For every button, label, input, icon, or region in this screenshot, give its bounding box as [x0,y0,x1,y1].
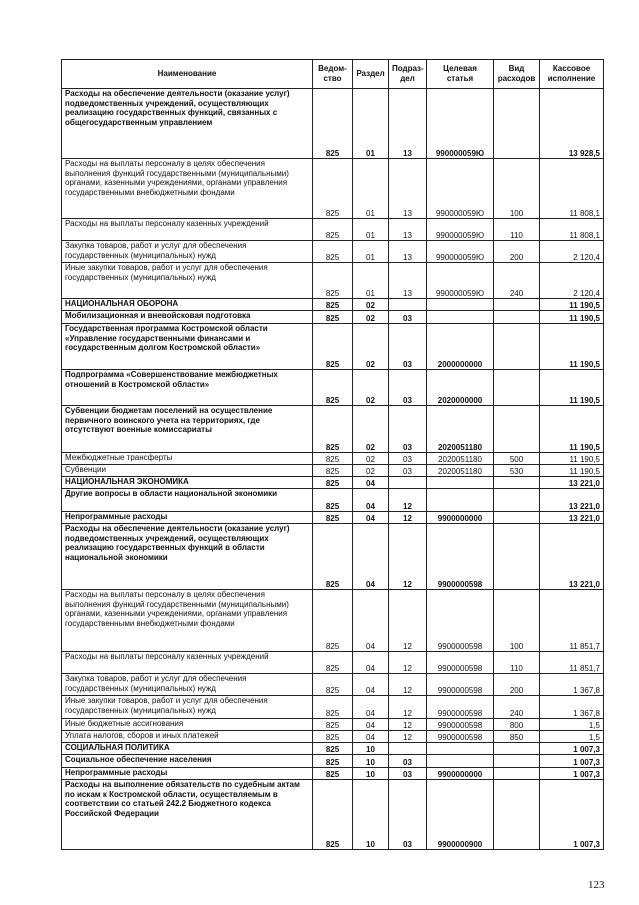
table-row [62,696,604,719]
table-row [62,719,604,731]
cell-name: Иные бюджетные ассигнования [62,719,313,731]
table-row [62,89,604,159]
cell-subsection: 03 [389,768,427,780]
cell-target: 990000059Ю [427,89,494,159]
cell-type [494,524,540,590]
table-row [62,299,604,311]
cell-target [427,299,494,311]
table-row [62,406,604,453]
cell-amount: 2 120,4 [540,263,604,299]
cell-dept: 825 [313,89,353,159]
cell-name: Другие вопросы в области национальной экономики [62,489,313,512]
cell-section: 04 [353,590,389,652]
cell-type: 100 [494,590,540,652]
table-body [62,89,604,850]
cell-target: 9900000900 [427,780,494,850]
cell-amount: 1 007,3 [540,755,604,768]
cell-amount: 2 120,4 [540,241,604,263]
cell-type [494,477,540,489]
cell-type: 850 [494,731,540,743]
cell-target [427,743,494,755]
cell-dept: 825 [313,652,353,674]
cell-section: 04 [353,477,389,489]
cell-section: 02 [353,299,389,311]
col-header-subsection: Подраз- дел [389,60,427,89]
cell-amount: 11 808,1 [540,219,604,241]
table-row [62,780,604,850]
cell-name: Государственная программа Костромской области «Управление государственными финансами и государственным долгом Костромской области» [62,324,313,370]
cell-subsection: 13 [389,89,427,159]
cell-subsection: 12 [389,674,427,696]
cell-section: 10 [353,743,389,755]
cell-target: 2000000000 [427,324,494,370]
cell-name: СОЦИАЛЬНАЯ ПОЛИТИКА [62,743,313,755]
cell-amount: 13 221,0 [540,477,604,489]
cell-name: Расходы на выплаты персоналу казенных учреждений [62,219,313,241]
cell-name: Расходы на выплаты персоналу казенных учреждений [62,652,313,674]
cell-section: 10 [353,780,389,850]
cell-amount: 13 221,0 [540,512,604,524]
cell-dept: 825 [313,590,353,652]
cell-subsection: 12 [389,512,427,524]
cell-name: Непрограммные расходы [62,768,313,780]
cell-subsection [389,299,427,311]
cell-dept: 825 [313,731,353,743]
cell-name: Расходы на обеспечение деятельности (оказание услуг) подведомственных учреждений, осуществляющих реализацию государственных функций в области национальной экономики [62,524,313,590]
cell-type [494,324,540,370]
cell-type [494,311,540,324]
cell-dept: 825 [313,768,353,780]
cell-dept: 825 [313,370,353,406]
cell-section: 02 [353,406,389,453]
cell-section: 04 [353,674,389,696]
cell-section: 10 [353,755,389,768]
cell-section: 01 [353,241,389,263]
cell-amount: 11 190,5 [540,370,604,406]
cell-name: Иные закупки товаров, работ и услуг для обеспечения государственных (муниципальных) нужд [62,263,313,299]
cell-target: 9900000598 [427,524,494,590]
cell-type [494,743,540,755]
table-row [62,263,604,299]
cell-dept: 825 [313,406,353,453]
cell-amount: 11 190,5 [540,299,604,311]
cell-target: 2020051180 [427,465,494,477]
cell-name: НАЦИОНАЛЬНАЯ ОБОРОНА [62,299,313,311]
cell-subsection: 03 [389,370,427,406]
table-row [62,512,604,524]
cell-name: Мобилизационная и вневойсковая подготовка [62,311,313,324]
cell-section: 04 [353,489,389,512]
cell-dept: 825 [313,241,353,263]
cell-target: 990000059Ю [427,263,494,299]
cell-dept: 825 [313,524,353,590]
cell-dept: 825 [313,324,353,370]
cell-section: 04 [353,652,389,674]
cell-amount: 11 190,5 [540,311,604,324]
cell-subsection: 13 [389,159,427,219]
cell-dept: 825 [313,299,353,311]
cell-dept: 825 [313,743,353,755]
page-number: 123 [588,879,605,891]
cell-subsection: 12 [389,696,427,719]
cell-subsection: 12 [389,590,427,652]
cell-name: Межбюджетные трансферты [62,453,313,465]
cell-amount: 11 190,5 [540,406,604,453]
cell-type: 800 [494,719,540,731]
cell-target: 9900000598 [427,719,494,731]
cell-amount: 11 190,5 [540,453,604,465]
cell-type: 110 [494,652,540,674]
cell-type: 240 [494,263,540,299]
cell-dept: 825 [313,755,353,768]
cell-type [494,370,540,406]
cell-name: Закупка товаров, работ и услуг для обеспечения государственных (муниципальных) нужд [62,241,313,263]
cell-type [494,780,540,850]
table-row [62,768,604,780]
cell-section: 02 [353,370,389,406]
col-header-name: Наименование [62,60,313,89]
cell-section: 04 [353,719,389,731]
cell-name: Расходы на обеспечение деятельности (оказание услуг) подведомственных учреждений, осуществляющих реализацию государственных функций, связанных с общегосударственным управлением [62,89,313,159]
cell-dept: 825 [313,219,353,241]
cell-section: 01 [353,159,389,219]
cell-name: Расходы на выплаты персоналу в целях обеспечения выполнения функций государственными (муниципальными) органами, казенными учреждениями, органами управления государственными внебюджетными фондами [62,159,313,219]
cell-target: 9900000598 [427,674,494,696]
cell-amount: 1 367,8 [540,674,604,696]
table-row [62,219,604,241]
cell-dept: 825 [313,696,353,719]
cell-section: 01 [353,219,389,241]
cell-section: 02 [353,311,389,324]
table-row [62,489,604,512]
cell-target: 9900000000 [427,768,494,780]
cell-target [427,755,494,768]
cell-subsection: 03 [389,465,427,477]
cell-section: 04 [353,512,389,524]
table-row [62,159,604,219]
cell-subsection: 03 [389,406,427,453]
cell-amount: 1 367,8 [540,696,604,719]
cell-type [494,89,540,159]
cell-section: 01 [353,263,389,299]
cell-dept: 825 [313,489,353,512]
col-header-target: Целевая статья [427,60,494,89]
table-row [62,755,604,768]
cell-name: Уплата налогов, сборов и иных платежей [62,731,313,743]
cell-type [494,489,540,512]
cell-dept: 825 [313,512,353,524]
cell-amount: 11 190,5 [540,324,604,370]
cell-subsection: 12 [389,524,427,590]
cell-subsection: 03 [389,324,427,370]
cell-dept: 825 [313,311,353,324]
cell-type: 200 [494,241,540,263]
cell-name: Расходы на выплаты персоналу в целях обеспечения выполнения функций государственными (муниципальными) органами, казенными учреждениями, органами управления государственными внебюджетными фондами [62,590,313,652]
cell-section: 02 [353,324,389,370]
cell-dept: 825 [313,263,353,299]
cell-target: 990000059Ю [427,241,494,263]
cell-subsection: 12 [389,489,427,512]
cell-target [427,489,494,512]
table-row [62,324,604,370]
table-row [62,311,604,324]
cell-subsection: 03 [389,453,427,465]
cell-type [494,755,540,768]
cell-amount: 1,5 [540,731,604,743]
table-row [62,674,604,696]
cell-dept: 825 [313,674,353,696]
cell-target [427,311,494,324]
cell-section: 04 [353,731,389,743]
budget-table [61,59,604,850]
cell-name: Непрограммные расходы [62,512,313,524]
cell-dept: 825 [313,453,353,465]
cell-subsection: 03 [389,780,427,850]
table-row [62,524,604,590]
table-row [62,241,604,263]
cell-subsection: 03 [389,311,427,324]
table-row [62,590,604,652]
cell-dept: 825 [313,719,353,731]
cell-type [494,512,540,524]
table-row [62,743,604,755]
cell-target: 9900000598 [427,652,494,674]
table-row [62,652,604,674]
cell-type [494,406,540,453]
cell-type [494,768,540,780]
col-header-type: Вид расходов [494,60,540,89]
table-header-row [62,60,604,89]
cell-subsection: 12 [389,719,427,731]
cell-target: 2020000000 [427,370,494,406]
cell-section: 10 [353,768,389,780]
cell-section: 04 [353,696,389,719]
cell-subsection: 13 [389,241,427,263]
cell-type: 240 [494,696,540,719]
cell-target: 9900000598 [427,696,494,719]
cell-target: 2020051180 [427,406,494,453]
cell-amount: 13 221,0 [540,489,604,512]
cell-target [427,477,494,489]
cell-amount: 1 007,3 [540,768,604,780]
cell-type: 530 [494,465,540,477]
cell-subsection: 13 [389,219,427,241]
cell-dept: 825 [313,159,353,219]
cell-name: Расходы на выполнение обязательств по судебным актам по искам к Костромской области, осуществляемым в соответствии со статьей 242.2 Бюджетного кодекса Российской Федерации [62,780,313,850]
cell-section: 01 [353,89,389,159]
cell-name: Подпрограмма «Совершенствование межбюджетных отношений в Костромской области» [62,370,313,406]
cell-name: НАЦИОНАЛЬНАЯ ЭКОНОМИКА [62,477,313,489]
cell-subsection: 03 [389,755,427,768]
cell-section: 02 [353,453,389,465]
cell-type: 100 [494,159,540,219]
cell-type [494,299,540,311]
table-row [62,465,604,477]
cell-amount: 1,5 [540,719,604,731]
cell-dept: 825 [313,465,353,477]
cell-target: 990000059Ю [427,159,494,219]
cell-amount: 11 851,7 [540,652,604,674]
cell-subsection [389,743,427,755]
table-row [62,477,604,489]
cell-subsection: 12 [389,731,427,743]
cell-type: 200 [494,674,540,696]
cell-name: Закупка товаров, работ и услуг для обеспечения государственных (муниципальных) нужд [62,674,313,696]
cell-target: 9900000598 [427,731,494,743]
cell-dept: 825 [313,780,353,850]
cell-target: 2020051180 [427,453,494,465]
cell-subsection: 13 [389,263,427,299]
cell-amount: 13 221,0 [540,524,604,590]
cell-name: Социальное обеспечение населения [62,755,313,768]
cell-subsection: 12 [389,652,427,674]
cell-name: Субвенции бюджетам поселений на осуществление первичного воинского учета на территориях, где отсутствуют военные комиссариаты [62,406,313,453]
cell-type: 110 [494,219,540,241]
cell-amount: 13 928,5 [540,89,604,159]
cell-target: 9900000598 [427,590,494,652]
col-header-dept: Ведом- ство [313,60,353,89]
table-row [62,731,604,743]
cell-target: 9900000000 [427,512,494,524]
cell-dept: 825 [313,477,353,489]
cell-amount: 11 808,1 [540,159,604,219]
cell-target: 990000059Ю [427,219,494,241]
cell-amount: 11 851,7 [540,590,604,652]
table-row [62,370,604,406]
cell-section: 04 [353,524,389,590]
cell-name: Иные закупки товаров, работ и услуг для обеспечения государственных (муниципальных) нужд [62,696,313,719]
col-header-amount: Кассовое исполнение [540,60,604,89]
cell-amount: 1 007,3 [540,780,604,850]
cell-amount: 11 190,5 [540,465,604,477]
col-header-section: Раздел [353,60,389,89]
cell-section: 02 [353,465,389,477]
cell-amount: 1 007,3 [540,743,604,755]
cell-type: 500 [494,453,540,465]
cell-subsection [389,477,427,489]
cell-name: Субвенции [62,465,313,477]
table-row [62,453,604,465]
